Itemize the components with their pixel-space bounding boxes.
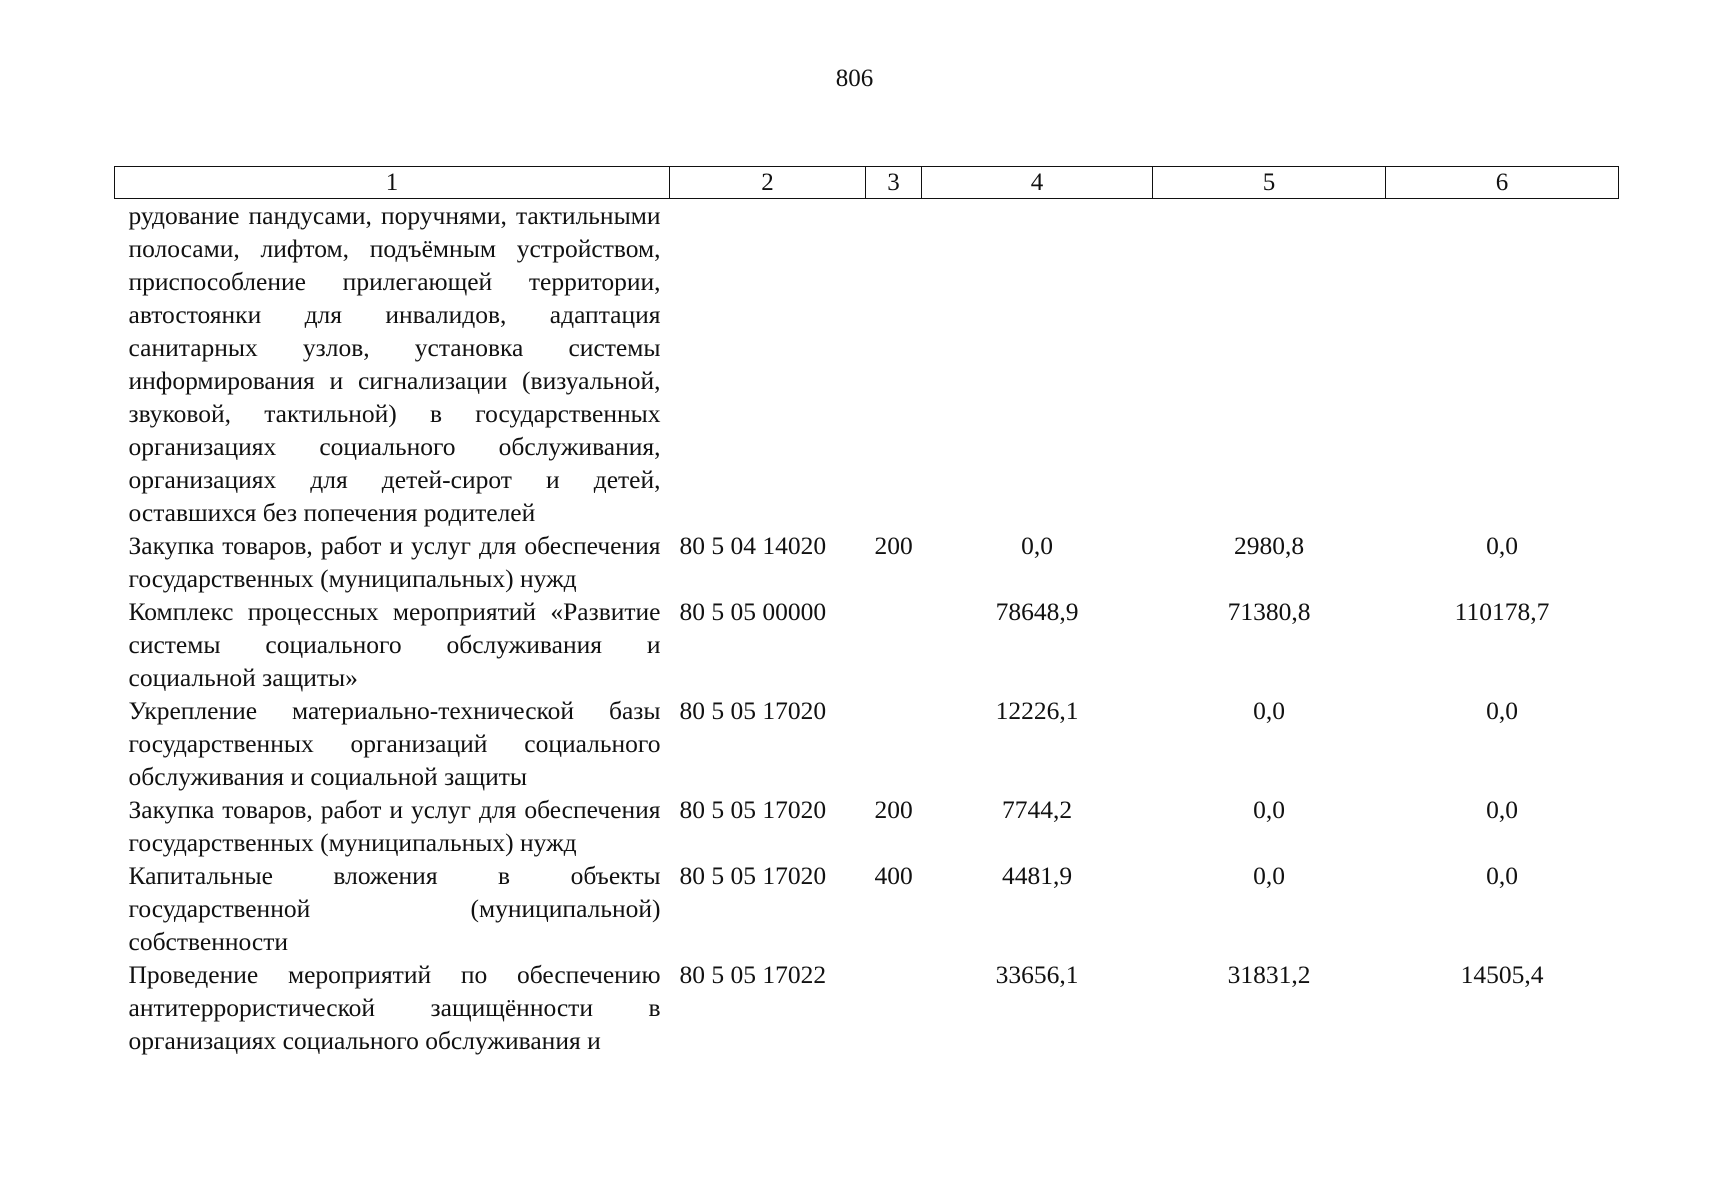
row-value-col-6: 0,0: [1486, 531, 1518, 560]
row-description: Укрепление материально-технической базы государственных организаций социального обслуживания и социальной защиты: [128, 696, 661, 791]
row-expense-type: 200: [874, 531, 913, 560]
row-value-col-5: 0,0: [1253, 795, 1285, 824]
row-code: 80 5 05 17022: [679, 960, 827, 989]
row-expense-type: 200: [874, 795, 913, 824]
row-description: Закупка товаров, работ и услуг для обеспечения государственных (муниципальных) нужд: [128, 795, 661, 857]
header-col-4: 4: [922, 167, 1153, 199]
page-number: 806: [835, 65, 874, 92]
row-value-col-6: 110178,7: [1454, 597, 1550, 626]
table-row: [115, 793, 1619, 859]
table-row: [115, 694, 1619, 793]
header-col-3: 3: [866, 167, 922, 199]
row-value-col-4: 7744,2: [1001, 795, 1073, 824]
table-body: [115, 199, 1619, 1058]
table-row: [115, 529, 1619, 595]
table-row: [115, 859, 1619, 958]
row-description: Проведение мероприятий по обеспечению антитеррористической защищённости в организациях социального обслуживания и: [128, 960, 661, 1055]
row-description: Капитальные вложения в объекты государственной (муниципальной) собственности: [128, 861, 661, 956]
table-header: [115, 167, 1619, 199]
row-value-col-4: 4481,9: [1001, 861, 1073, 890]
row-description: Закупка товаров, работ и услуг для обеспечения государственных (муниципальных) нужд: [128, 531, 661, 593]
table-row: [115, 595, 1619, 694]
header-col-5: 5: [1153, 167, 1386, 199]
table-row: [115, 199, 1619, 530]
row-description: Комплекс процессных мероприятий «Развитие системы социального обслуживания и социальной защиты»: [128, 597, 661, 692]
row-expense-type: [866, 694, 922, 793]
row-code: 80 5 05 17020: [679, 795, 827, 824]
header-col-2: 2: [670, 167, 866, 199]
row-expense-type: [866, 958, 922, 1057]
row-value-col-6: 0,0: [1486, 795, 1518, 824]
row-value-col-4: [922, 199, 1153, 530]
row-value-col-5: 2980,8: [1233, 531, 1305, 560]
row-expense-type: [866, 595, 922, 694]
header-row: [115, 167, 1619, 199]
row-expense-type: [866, 199, 922, 530]
row-description: рудование пандусами, поручнями, тактильными полосами, лифтом, подъёмным устройством, приспособление прилегающей территории, автостоянки для инвалидов, адаптация санитарных узлов, установка системы информирования и сигнализации (визуальной, звуковой, тактильной) в государственных организациях социального обслуживания, организациях для детей-сирот и детей, оставшихся без попечения родителей: [128, 201, 661, 527]
row-value-col-6: 0,0: [1486, 696, 1518, 725]
row-value-col-6: [1386, 199, 1619, 530]
header-col-6: 6: [1386, 167, 1619, 199]
row-code: 80 5 05 17020: [679, 861, 827, 890]
row-value-col-4: 33656,1: [995, 960, 1079, 989]
row-value-col-5: 71380,8: [1227, 597, 1311, 626]
row-value-col-5: 0,0: [1253, 696, 1285, 725]
row-code: [670, 199, 866, 530]
row-value-col-5: 31831,2: [1227, 960, 1311, 989]
header-col-1: 1: [115, 167, 670, 199]
budget-table: [114, 166, 1619, 1057]
row-value-col-4: 12226,1: [995, 696, 1079, 725]
row-value-col-4: 0,0: [1021, 531, 1053, 560]
row-value-col-5: 0,0: [1253, 861, 1285, 890]
row-code: 80 5 04 14020: [679, 531, 827, 560]
row-expense-type: 400: [874, 861, 913, 890]
row-value-col-6: 0,0: [1486, 861, 1518, 890]
row-value-col-5: [1153, 199, 1386, 530]
table-row: [115, 958, 1619, 1057]
row-code: 80 5 05 17020: [679, 696, 827, 725]
row-value-col-4: 78648,9: [995, 597, 1079, 626]
row-code: 80 5 05 00000: [679, 597, 827, 626]
row-value-col-6: 14505,4: [1460, 960, 1544, 989]
